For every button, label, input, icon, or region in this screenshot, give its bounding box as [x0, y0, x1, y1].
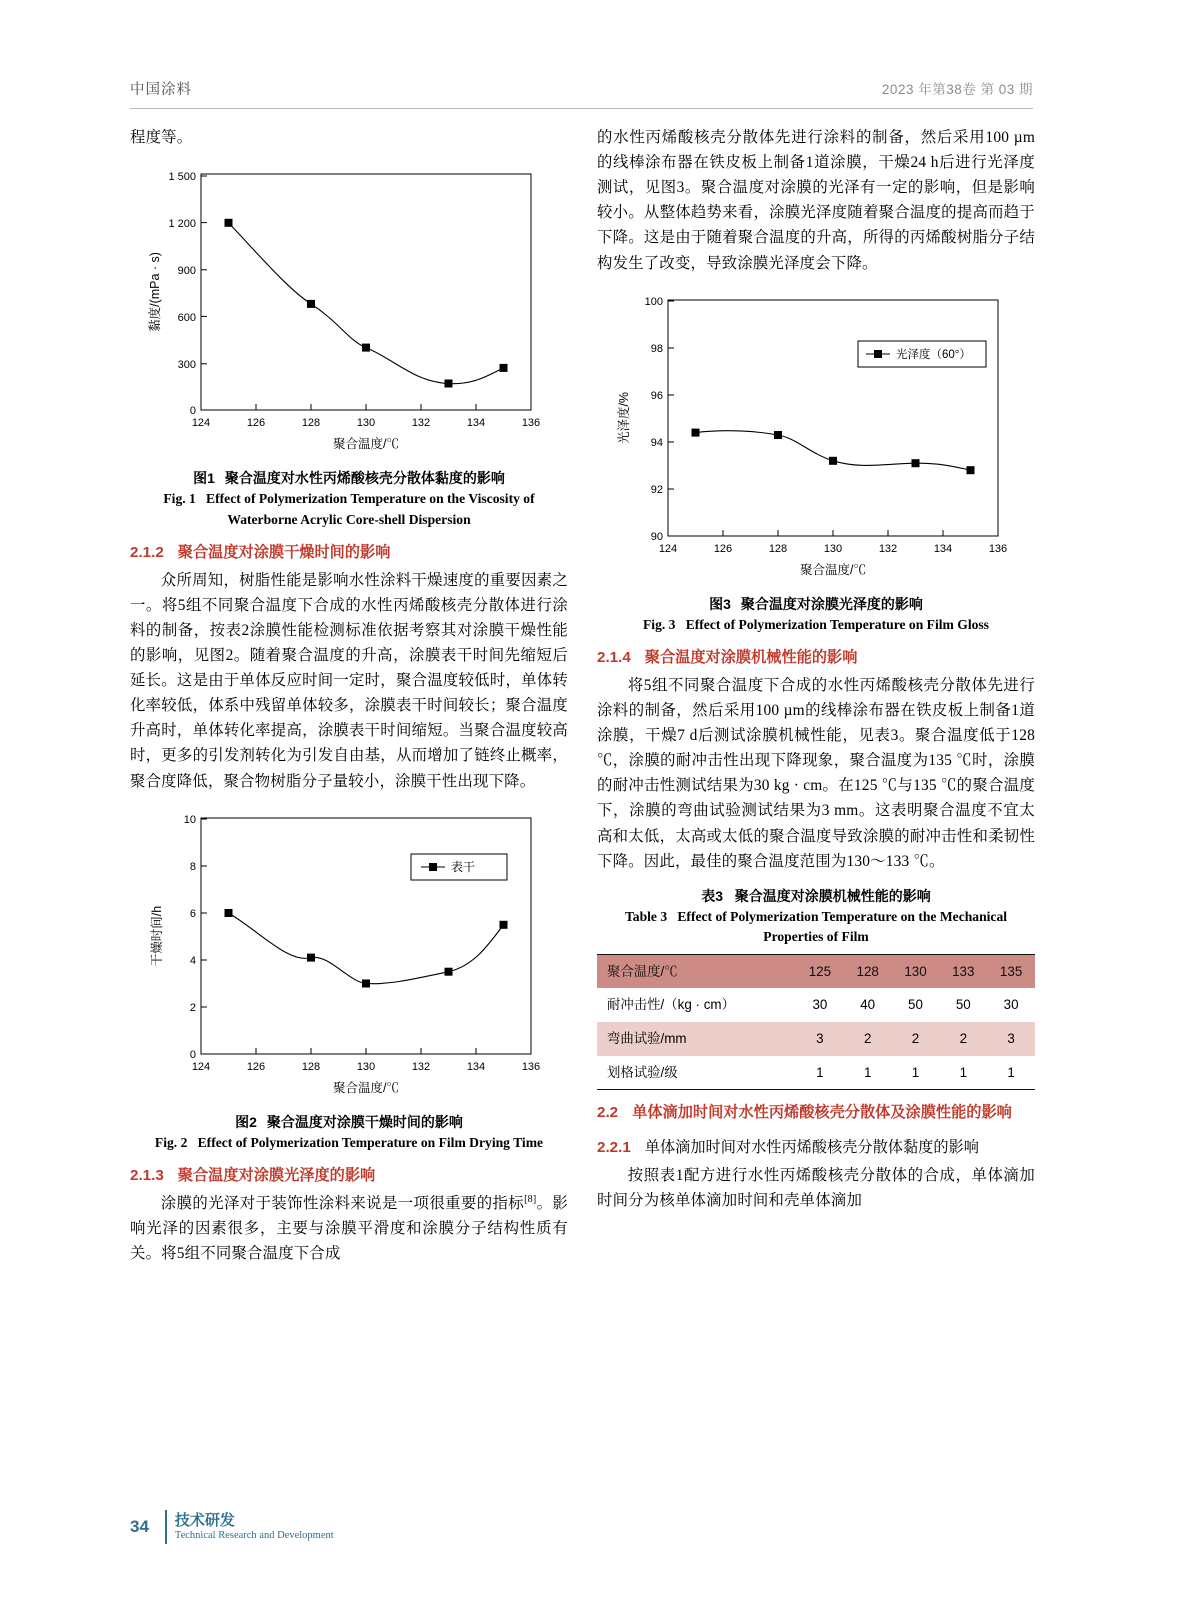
svg-text:聚合温度/℃: 聚合温度/℃: [333, 437, 399, 452]
fig3-legend: [858, 341, 986, 367]
svg-text:聚合温度/℃: 聚合温度/℃: [800, 562, 866, 577]
fig2-svg: [139, 804, 559, 1104]
section-title-2-1-2: 聚合温度对涂膜干燥时间的影响: [177, 543, 391, 561]
table-row: [597, 1056, 1035, 1090]
figure-1-en-number: Fig. 1: [163, 491, 196, 507]
figure-3-chart: [597, 286, 1035, 586]
section-number-2-1-3: 2.1.3: [130, 1167, 164, 1185]
svg-text:124: 124: [191, 417, 211, 430]
table-cell-label: 弯曲试验/mm: [597, 1022, 796, 1056]
figure-3-cn-number: 图3: [709, 595, 731, 612]
svg-text:132: 132: [878, 542, 898, 555]
table-row: [597, 954, 1035, 988]
section-title-2-1-3: 聚合温度对涂膜光泽度的影响: [177, 1167, 376, 1185]
table-cell: 50: [908, 997, 923, 1013]
figure-2-en-title: Effect of Polymerization Temperature on Film Drying Time: [197, 1134, 544, 1150]
svg-text:124: 124: [658, 542, 678, 555]
table-cell: 50: [955, 997, 971, 1013]
figure-2-en-caption: [130, 1133, 568, 1153]
figure-2-caption: [130, 1112, 568, 1153]
paragraph-2-1-3-part-b: 。影响光泽的因素很多，主要与涂膜平滑度和涂膜分子结构性质有关。将5组不同聚合温度下合成: [130, 1194, 568, 1263]
table-cell: 3: [987, 1022, 1035, 1056]
section-heading-2-1-3: [130, 1165, 568, 1188]
section-heading-2-1-4: [597, 647, 1035, 670]
paragraph-continuation: 程度等。: [130, 129, 193, 146]
footer-section-cn: 技术研发: [174, 1512, 235, 1530]
table-cell: 133: [939, 954, 987, 988]
footer-divider: [165, 1510, 167, 1544]
paragraph-2-1-2: 众所周知，树脂性能是影响水性涂料干燥速度的重要因素之一。将5组不同聚合温度下合成的水性丙烯酸核壳分散体进行涂料的制备，按表2涂膜性能检测标准依据考察其对涂膜干燥性能的影响，见图2。随着聚合温度的升高，涂膜表干时间先缩短后延长。这是由于单体反应时间一定时，聚合温度较低时，单体转化率较低，体系中残留单体较多，涂膜表干时间较长；聚合温度升高时，单体转化率提高，涂膜表干时间缩短。当聚合温度较高时，更多的引发剂转化为引发自由基，从而增加了链终止概率，聚合度降低，聚合物树脂分子量较小，涂膜干性出现下降。: [130, 571, 568, 790]
table-cell: 1: [892, 1056, 940, 1090]
svg-text:128: 128: [768, 542, 788, 555]
svg-text:126: 126: [713, 542, 733, 555]
section-title-2-1-4: 聚合温度对涂膜机械性能的影响: [644, 649, 858, 667]
svg-text:6: 6: [189, 907, 196, 920]
svg-text:1 200: 1 200: [168, 218, 196, 231]
table-3-en-number: Table 3: [624, 908, 668, 924]
table-3-en-caption: [597, 907, 1035, 948]
table-cell: 30: [1003, 997, 1019, 1013]
figure-2-cn-title: 聚合温度对涂膜干燥时间的影响: [266, 1113, 463, 1130]
section-number-2-2-1: 2.2.1: [597, 1139, 631, 1157]
figure-3-en-title: Effect of Polymerization Temperature on Film Gloss: [685, 616, 989, 632]
svg-text:1 500: 1 500: [168, 171, 196, 184]
figure-1-caption: [130, 468, 568, 530]
section-number-2-1-2: 2.1.2: [130, 543, 164, 561]
table-cell: 40: [860, 997, 876, 1013]
figure-3: [597, 286, 1035, 635]
table-cell: 2: [892, 1022, 940, 1056]
paragraph-continuation-right: 的水性丙烯酸核壳分散体先进行涂料的制备，然后采用100 µm的线棒涂布器在铁皮板上制备1道涂膜，干燥24 h后进行光泽度测试，见图3。聚合温度对涂膜的光泽有一定的影响，但是影响较小。从整体趋势来看，涂膜光泽度随着聚合温度的提高而趋于下降。这是由于随着聚合温度的升高，所得的丙烯酸树脂分子结构发生了改变，导致涂膜光泽度会下降。: [597, 129, 1035, 272]
svg-text:10: 10: [183, 813, 196, 826]
table-cell: 1: [844, 1056, 892, 1090]
table-3-cn-title: 聚合温度对涂膜机械性能的影响: [734, 887, 931, 904]
right-column: [597, 125, 1035, 1213]
svg-text:134: 134: [466, 417, 486, 430]
table-cell-label: 耐冲击性/（kg · cm）: [607, 997, 735, 1013]
svg-text:130: 130: [356, 1060, 376, 1073]
table-cell: 128: [844, 954, 892, 988]
figure-1-chart: [130, 160, 568, 460]
svg-text:126: 126: [246, 417, 266, 430]
svg-text:2: 2: [189, 1001, 196, 1014]
paragraph-2-1-3: [130, 1191, 568, 1266]
svg-text:136: 136: [521, 417, 541, 430]
svg-text:0: 0: [189, 1048, 196, 1061]
svg-text:132: 132: [411, 1060, 431, 1073]
svg-text:黏度/(mPa · s): 黏度/(mPa · s): [148, 252, 162, 333]
reference-marker-8: [8]: [524, 1193, 537, 1205]
issue-info: 2023 年第38卷 第 03 期: [881, 82, 1033, 97]
section-title-2-2: 单体滴加时间对水性丙烯酸核壳分散体及涂膜性能的影响: [632, 1104, 1012, 1122]
svg-text:600: 600: [177, 312, 196, 325]
svg-text:94: 94: [650, 436, 663, 449]
svg-text:92: 92: [650, 483, 663, 496]
section-number-2-2: 2.2: [597, 1104, 619, 1122]
svg-text:98: 98: [650, 342, 663, 355]
table-cell: 1: [939, 1056, 987, 1090]
svg-text:光泽度（60°）: 光泽度（60°）: [896, 348, 971, 361]
table-3-cn-number: 表3: [701, 887, 724, 904]
svg-text:130: 130: [356, 417, 376, 430]
figure-3-caption: [597, 594, 1035, 635]
svg-text:128: 128: [301, 417, 321, 430]
figure-1-cn-title: 聚合温度对水性丙烯酸核壳分散体黏度的影响: [224, 470, 505, 487]
table-cell: 3: [796, 1022, 844, 1056]
section-number-2-1-4: 2.1.4: [597, 649, 631, 667]
fig1-svg: [139, 160, 559, 460]
paragraph-2-2-1: 按照表1配方进行水性丙烯酸核壳分散体的合成，单体滴加时间分为核单体滴加时间和壳单体滴加: [597, 1166, 1035, 1210]
figure-2-en-number: Fig. 2: [154, 1134, 188, 1150]
svg-text:900: 900: [177, 265, 196, 278]
figure-3-en-number: Fig. 3: [643, 616, 676, 632]
table-row: [597, 988, 1035, 1022]
figure-2-chart: [130, 804, 568, 1104]
left-column: [130, 125, 568, 1266]
svg-text:90: 90: [650, 530, 663, 543]
svg-text:8: 8: [189, 860, 196, 873]
section-heading-2-2-1: [597, 1137, 1035, 1160]
svg-text:光泽度/%: 光泽度/%: [617, 391, 631, 444]
table-cell: 1: [987, 1056, 1035, 1090]
figure-1-en-caption: [130, 489, 568, 530]
svg-text:136: 136: [988, 542, 1008, 555]
figure-2-cn-number: 图2: [235, 1113, 257, 1130]
figure-2: [130, 804, 568, 1153]
svg-text:100: 100: [644, 295, 663, 308]
page-header: [130, 78, 1033, 109]
figure-1-en-title: Effect of Polymerization Temperature on the Viscosity of Waterborne Acrylic Core-shell Dispersion: [206, 491, 535, 527]
table-cell: 30: [812, 997, 828, 1013]
svg-text:干燥时间/h: 干燥时间/h: [150, 905, 164, 966]
svg-text:124: 124: [191, 1060, 211, 1073]
svg-text:136: 136: [521, 1060, 541, 1073]
table-cell: 2: [844, 1022, 892, 1056]
svg-text:132: 132: [411, 417, 431, 430]
paragraph-2-1-4: 将5组不同聚合温度下合成的水性丙烯酸核壳分散体先进行涂料的制备，然后采用100 µm的线棒涂布器在铁皮板上制备1道涂膜，干燥7 d后测试涂膜机械性能，见表3。聚合温度低于128 ℃，涂膜的耐冲击性出现下降现象，聚合温度为135 ℃时，涂膜的耐冲击性测试结果为30 kg · cm。在125 ℃与135 ℃的聚合温度下，涂膜的弯曲试验测试结果为3 mm。这表明聚合温度不宜太高和太低，太高或太低的聚合温度导致涂膜的耐冲击性和柔韧性下降。因此，最佳的聚合温度范围为130～133 ℃。: [597, 676, 1035, 870]
journal-name: 中国涂料: [130, 82, 192, 98]
table-cell: 2: [939, 1022, 987, 1056]
section-title-2-2-1: 单体滴加时间对水性丙烯酸核壳分散体黏度的影响: [644, 1139, 979, 1157]
svg-text:4: 4: [189, 954, 196, 967]
svg-text:130: 130: [823, 542, 843, 555]
table-cell: 130: [892, 954, 940, 988]
svg-text:96: 96: [650, 389, 663, 402]
paragraph-2-1-3-part-a: 涂膜的光泽对于装饰性涂料来说是一项很重要的指标: [160, 1194, 525, 1212]
table-row: [597, 1022, 1035, 1056]
fig3-svg: [606, 286, 1026, 586]
fig2-legend: [411, 854, 507, 880]
table-3-caption: [597, 886, 1035, 948]
figure-1: [130, 160, 568, 530]
figure-3-cn-title: 聚合温度对涂膜光泽度的影响: [740, 595, 923, 612]
table-3: [597, 954, 1035, 1091]
footer-section-en: Technical Research and Development: [174, 1529, 334, 1541]
svg-text:128: 128: [301, 1060, 321, 1073]
svg-text:134: 134: [933, 542, 953, 555]
svg-text:表干: 表干: [451, 859, 476, 874]
svg-text:聚合温度/℃: 聚合温度/℃: [333, 1080, 399, 1095]
svg-text:126: 126: [246, 1060, 266, 1073]
section-heading-2-2: [597, 1102, 1035, 1125]
figure-3-en-caption: [597, 615, 1035, 635]
table-cell: 1: [796, 1056, 844, 1090]
table-cell-label: 划格试验/级: [597, 1056, 796, 1090]
table-cell: 135: [987, 954, 1035, 988]
table-cell: 125: [796, 954, 844, 988]
section-heading-2-1-2: [130, 542, 568, 565]
table-cell-label: 聚合温度/℃: [597, 954, 796, 988]
svg-text:0: 0: [189, 405, 196, 418]
page-number: 34: [130, 1517, 149, 1536]
svg-text:300: 300: [177, 359, 196, 372]
page-footer: [130, 1510, 1033, 1544]
svg-text:134: 134: [466, 1060, 486, 1073]
table-3-en-title: Effect of Polymerization Temperature on the Mechanical Properties of Film: [677, 908, 1008, 945]
figure-1-cn-number: 图1: [193, 470, 215, 487]
